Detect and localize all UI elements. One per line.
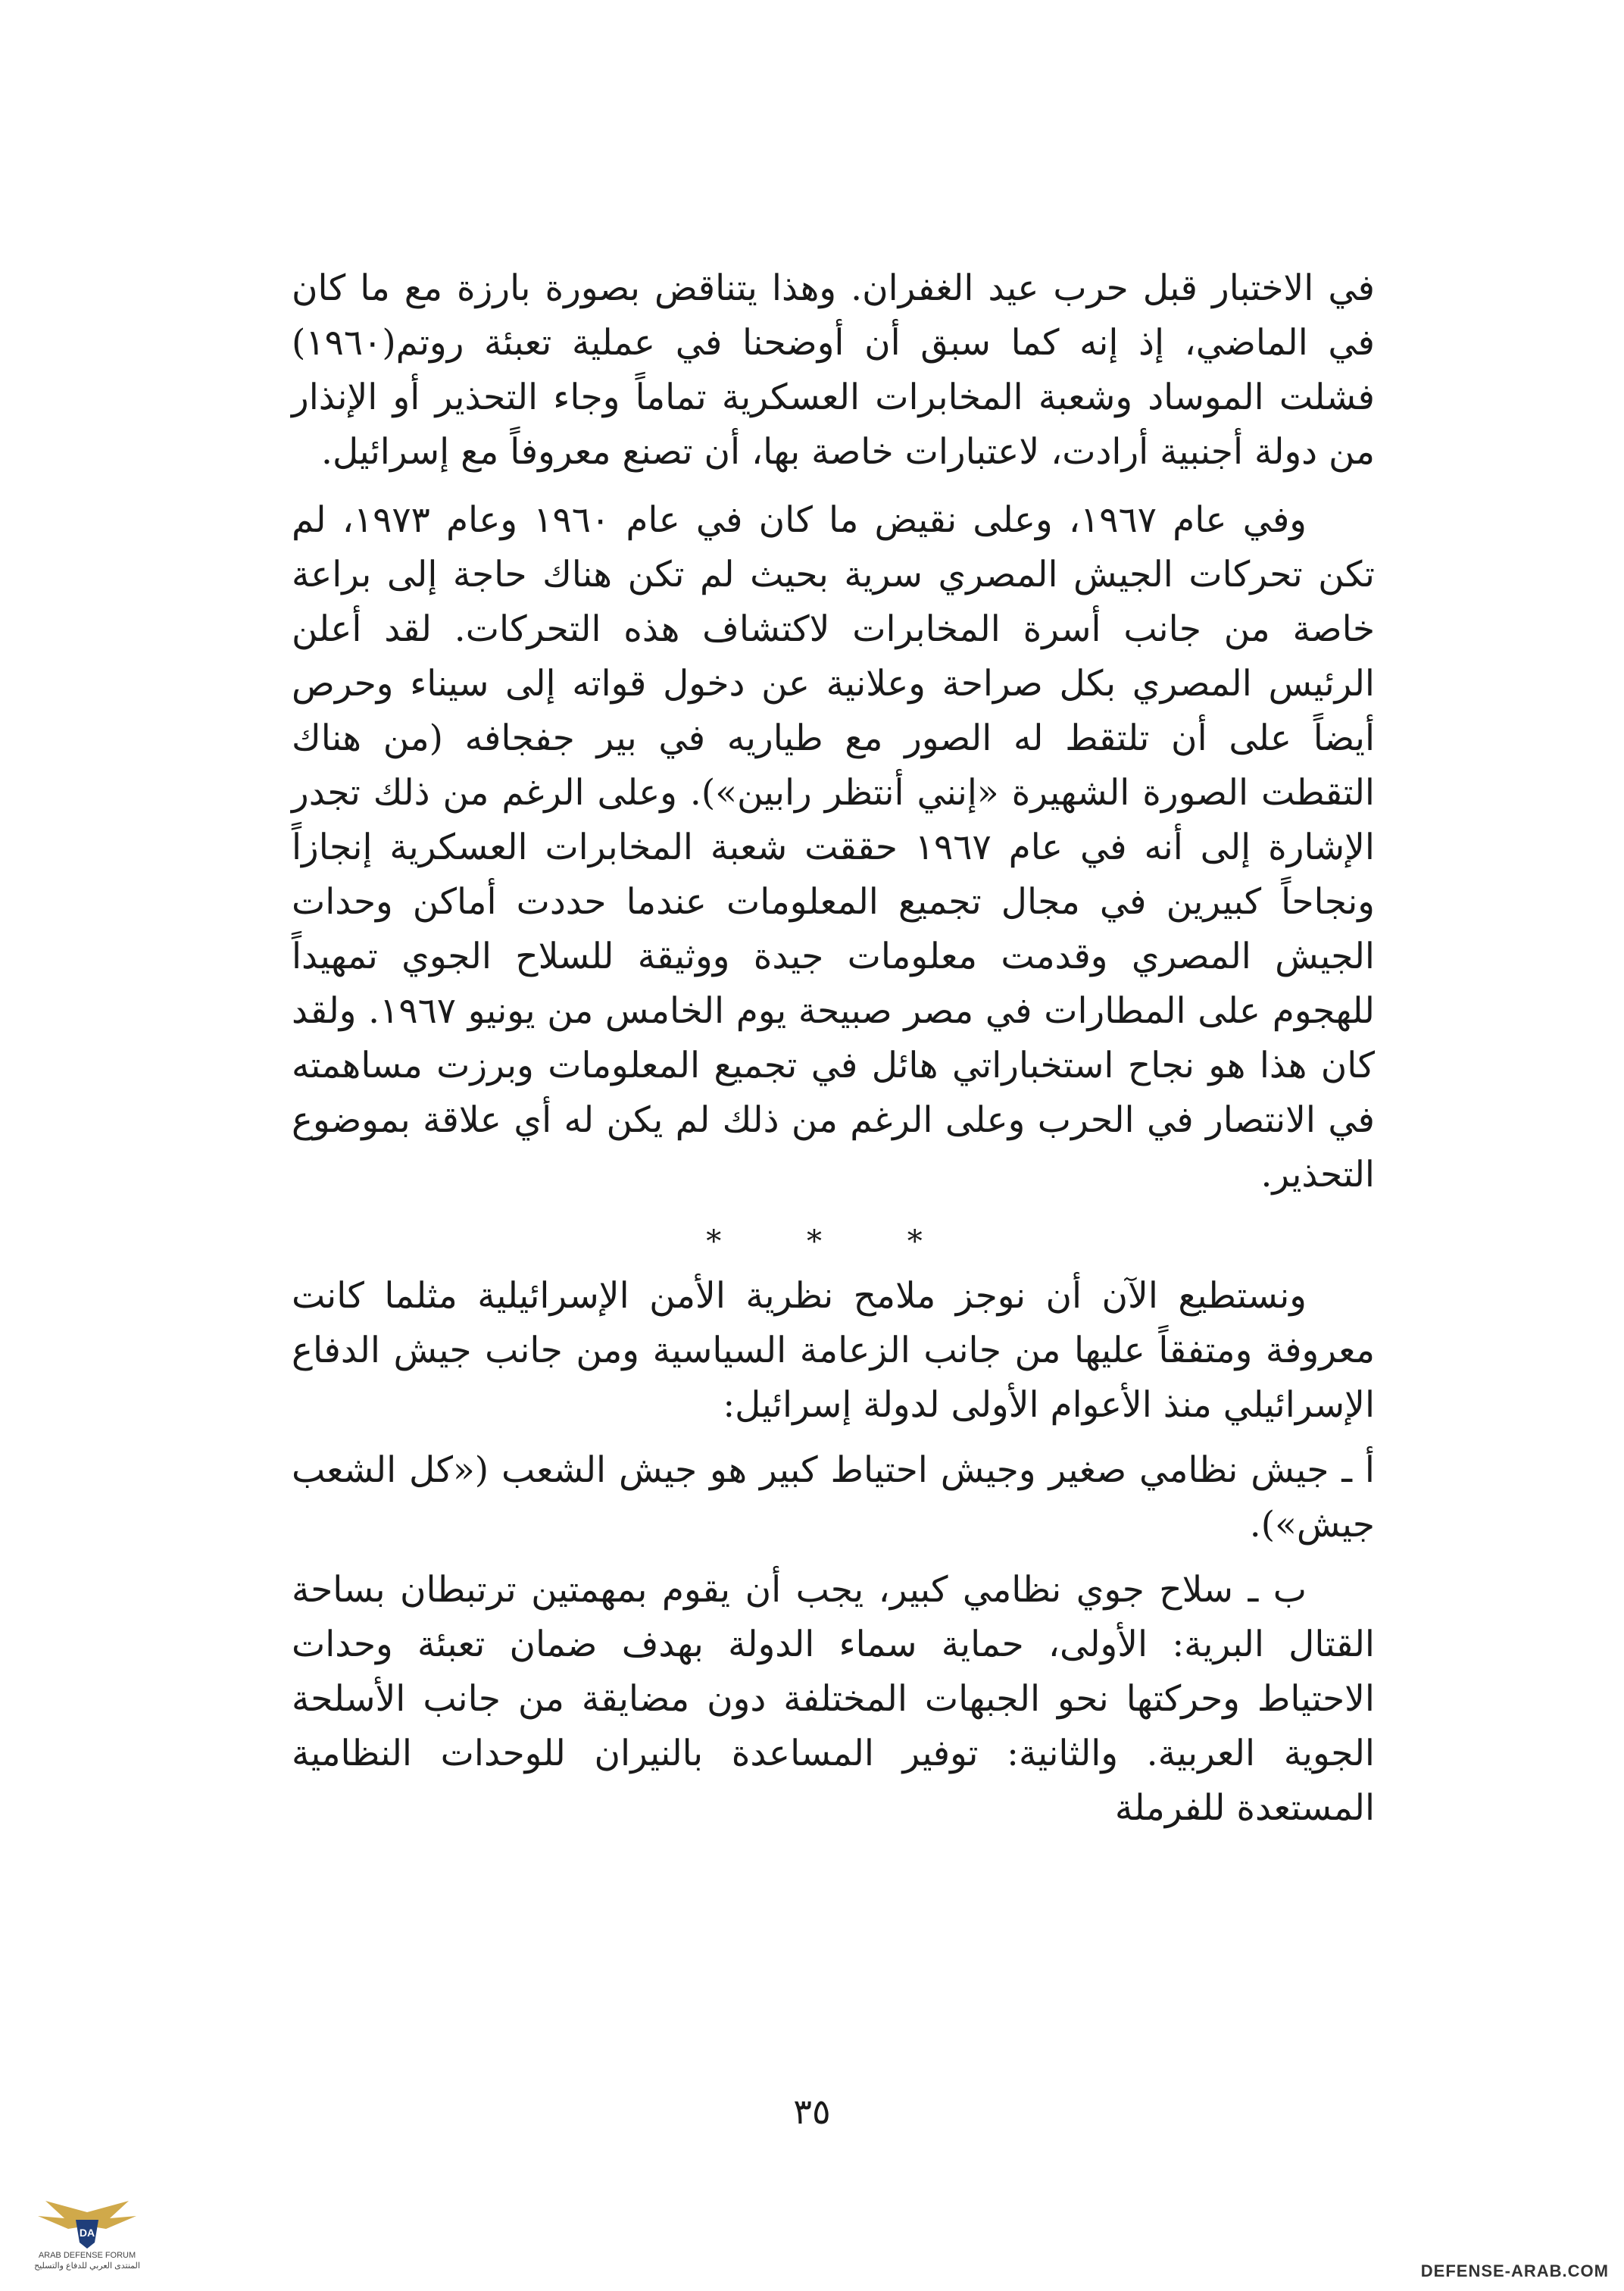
logo-text-en: ARAB DEFENSE FORUM — [38, 2251, 136, 2260]
watermark-site-url: DEFENSE-ARAB.COM — [1420, 2261, 1609, 2280]
watermark-logo — [23, 2197, 151, 2280]
paragraph-2: وفي عام ١٩٦٧، وعلى نقيض ما كان في عام ١٩٦٠ وعام ١٩٧٣، لم تكن تحركات الجيش المصري سرية بحيث لم تكن هناك حاجة إلى براعة خاصة من جانب أسرة المخابرات لاكتشاف هذه التحركات. لقد أعلن الرئيس المصري بكل صراحة وعلانية عن دخول قواته إلى سيناء وحرص أيضاً على أن تلتقط له الصور مع طياريه في بير جفجافه (من هناك التقطت الصورة الشهيرة «إنني أنتظر رابين»). وعلى الرغم من ذلك تجدر الإشارة إلى أنه في عام ١٩٦٧ حققت شعبة المخابرات العسكرية إنجازاً ونجاحاً كبيرين في مجال تجميع المعلومات عندما حددت أماكن وحدات الجيش المصري وقدمت معلومات جيدة ووثيقة للسلاح الجوي تمهيداً للهجوم على المطارات في مصر صبيحة يوم الخامس من يونيو ١٩٦٧. ولقد كان هذا هو نجاح استخباراتي هائل في تجميع المعلومات وبرزت مساهمته في الانتصار في الحرب وعلى الرغم من ذلك لم يكن له أي علاقة بموضوع التحذير. — [292, 499, 1376, 1196]
list-item-b: ب ـ سلاح جوي نظامي كبير، يجب أن يقوم بمهمتين ترتبطان بساحة القتال البرية: الأولى، حماية سماء الدولة بهدف ضمان تعبئة وحدات الاحتياط وحركتها نحو الجبهات المختلفة دون مضايقة من جانب الأسلحة الجوية العربية. والثانية: توفير المساعدة بالنيران للوحدات النظامية المستعدة للفرملة — [292, 1569, 1375, 1829]
paragraph-3: ونستطيع الآن أن نوجز ملامح نظرية الأمن الإسرائيلية مثلما كانت معروفة ومتفقاً عليها من جانب الزعامة السياسية ومن جانب جيش الدفاع الإسرائيلي منذ الأعوام الأولى لدولة إسرائيل: — [292, 1275, 1375, 1426]
page-number: ٣٥ — [793, 2091, 831, 2132]
eagle-wings-icon — [23, 2197, 151, 2258]
page-body — [292, 261, 1375, 1836]
logo-mark: DA — [79, 2227, 95, 2239]
section-separator: * * * — [706, 1224, 960, 1259]
paragraph-1: في الاختبار قبل حرب عيد الغفران. وهذا يتناقض بصورة بارزة مع ما كان في الماضي، إذ إنه كما سبق أن أوضحنا في عملية تعبئة روتم(١٩٦٠) فشلت الموساد وشعبة المخابرات العسكرية تماماً وجاء التحذير أو الإنذار من دولة أجنبية أرادت، لاعتبارات خاصة بها، أن تصنع معروفاً مع إسرائيل. — [292, 267, 1375, 473]
logo-text-ar: المنتدى العربي للدفاع والتسليح — [34, 2261, 140, 2271]
list-item-a: أ ـ جيش نظامي صغير وجيش احتياط كبير هو جيش الشعب («كل الشعب جيش»). — [292, 1449, 1375, 1546]
